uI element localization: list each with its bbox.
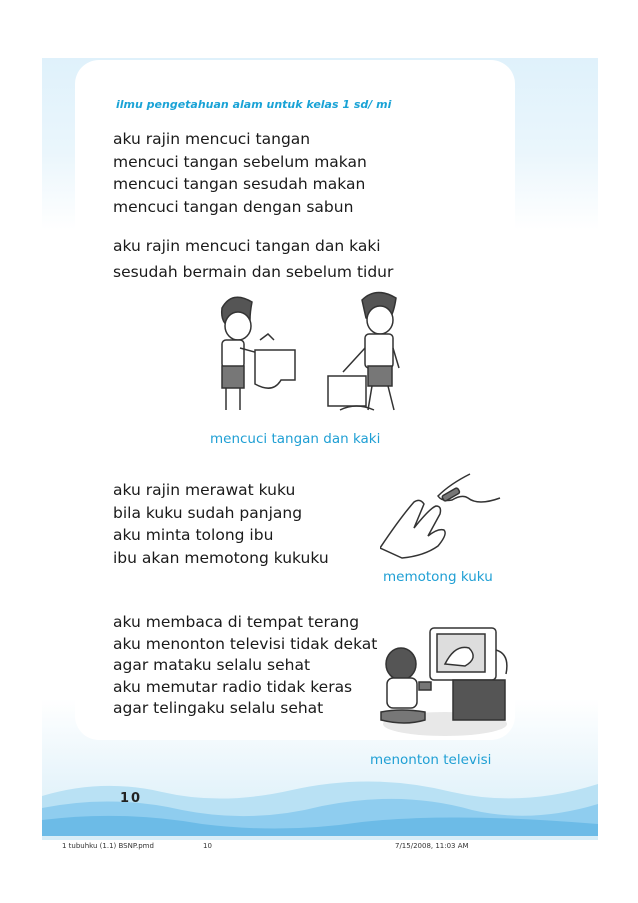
poem-block-washing-hands: [113, 128, 367, 218]
poem-line: aku rajin mencuci tangan dan kaki: [113, 237, 381, 255]
poem-line: agar telingaku selalu sehat: [113, 699, 324, 717]
caption-washing: mencuci tangan dan kaki: [210, 431, 381, 447]
footer-page: 10: [203, 842, 212, 850]
poem-line: mencuci tangan dengan sabun: [113, 197, 354, 216]
cutting-nails-illustration: [380, 470, 502, 562]
poem-line: aku memutar radio tidak keras: [113, 677, 353, 696]
poem-line: aku rajin mencuci tangan: [113, 130, 311, 148]
poem-line: aku rajin merawat kuku: [113, 481, 296, 499]
poem-line: mencuci tangan sesudah makan: [113, 175, 366, 193]
poem-line: aku menonton televisi tidak dekat: [113, 634, 378, 653]
poem-line: mencuci tangan sebelum makan: [113, 152, 367, 171]
caption-nails: memotong kuku: [383, 569, 493, 585]
footer-filename: 1 tubuhku (1.1) BSNP.pmd: [62, 842, 154, 850]
poem-block-eyes-ears: [113, 612, 377, 720]
poem-line: aku minta tolong ibu: [113, 526, 274, 544]
poem-line: sesudah bermain dan sebelum tidur: [113, 263, 394, 281]
poem-line: agar mataku selalu sehat: [113, 656, 311, 674]
poem-line: bila kuku sudah panjang: [113, 503, 303, 522]
poem-line: ibu akan memotong kukuku: [113, 548, 329, 567]
poem-block-nails: [113, 479, 329, 569]
book-header: ilmu pengetahuan alam untuk kelas 1 sd/ mi: [116, 98, 392, 111]
footer-timestamp: 7/15/2008, 11:03 AM: [395, 842, 469, 850]
poem-line: aku membaca di tempat terang: [113, 613, 360, 631]
caption-tv: menonton televisi: [370, 752, 492, 768]
washing-hands-feet-illustration: [200, 288, 425, 416]
watching-tv-illustration: [375, 620, 515, 738]
poem-block-hands-feet: [113, 233, 393, 285]
page-number: 10: [120, 791, 143, 806]
